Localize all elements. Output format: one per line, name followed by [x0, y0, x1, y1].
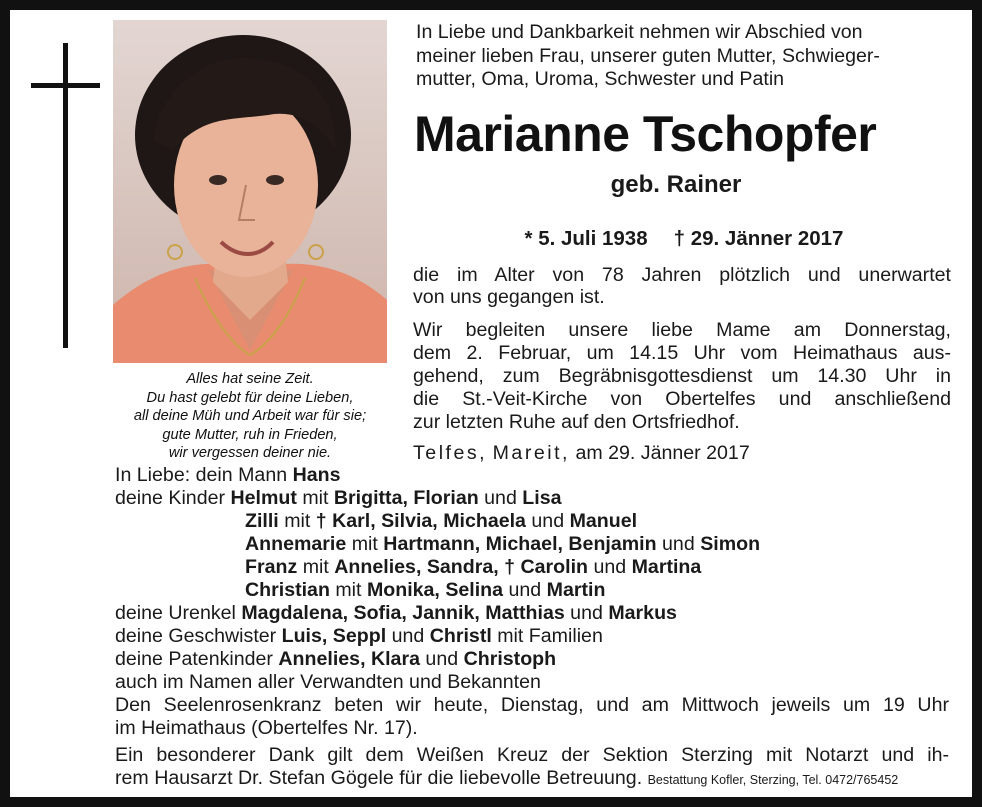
- poem: [105, 370, 395, 463]
- funeral-line: gehend, zum Begräbnisgottesdienst um 14.30 Uhr in: [413, 365, 951, 387]
- intro-line: meiner lieben Frau, unserer guten Mutter, Schwieger-: [416, 44, 880, 67]
- maiden-name: geb. Rainer: [610, 171, 742, 198]
- thanks-line: [115, 767, 949, 792]
- intro-text: [416, 21, 956, 92]
- rosary-line: Den Seelenrosenkranz beten wir heute, Dienstag, und am Mittwoch jeweils um 19 Uhr: [115, 694, 949, 716]
- poem-line: wir vergessen deiner nie.: [168, 445, 332, 461]
- notice-date: am 29. Jänner 2017: [575, 442, 750, 464]
- family-husband: In Liebe: dein Mann Hans: [115, 464, 341, 486]
- age-line: die im Alter von 78 Jahren plötzlich und unerwartet: [413, 264, 951, 286]
- cross-icon: [63, 43, 68, 348]
- funeral-line: die St.-Veit-Kirche von Obertelfes und anschließend: [413, 388, 951, 410]
- funeral-line: zur letzten Ruhe auf den Ortsfriedhof.: [413, 411, 740, 433]
- thanks-line: Ein besonderer Dank gilt dem Weißen Kreuz der Sektion Sterzing mit Notarzt und ih-: [115, 744, 949, 766]
- intro-line: In Liebe und Dankbarkeit nehmen wir Abschied von: [416, 21, 863, 43]
- funeral-line: Wir begleiten unsere liebe Mame am Donnerstag,: [413, 319, 951, 341]
- poem-line: all deine Müh und Arbeit war für sie;: [133, 408, 367, 424]
- funeral-home-credit: Bestattung Kofler, Sterzing, Tel. 0472/765452: [647, 773, 899, 787]
- deceased-name: Marianne Tschopfer: [414, 106, 877, 162]
- family-child-line: Annemarie mit Hartmann, Michael, Benjamin und Simon: [245, 533, 761, 555]
- place-town: Telfes,: [413, 442, 488, 464]
- place-and-date: [413, 441, 750, 465]
- poem-line: Alles hat seine Zeit.: [186, 371, 314, 387]
- family-great-grandchildren: deine Urenkel Magdalena, Sofia, Jannik, Matthias und Markus: [115, 602, 677, 624]
- funeral-line: dem 2. Februar, um 14.15 Uhr vom Heimathaus aus-: [413, 342, 951, 364]
- family-child-line: Zilli mit † Karl, Silvia, Michaela und Manuel: [245, 510, 638, 532]
- life-dates: [414, 225, 954, 253]
- poem-line: Du hast gelebt für deine Lieben,: [146, 389, 354, 406]
- thanks-text: rem Hausarzt Dr. Stefan Gögele für die liebevolle Betreuung.: [115, 767, 643, 789]
- age-line: von uns gegangen ist.: [413, 286, 605, 308]
- place-village: Mareit,: [492, 442, 570, 464]
- birth-date: * 5. Juli 1938: [524, 227, 648, 250]
- cross-icon-bar: [31, 83, 100, 88]
- family-siblings: deine Geschwister Luis, Seppl und Christl mit Familien: [115, 625, 603, 647]
- family-child-line: Christian mit Monika, Selina und Martin: [245, 579, 606, 601]
- family-relatives: auch im Namen aller Verwandten und Bekannten: [115, 671, 541, 693]
- poem-line: gute Mutter, ruh in Frieden,: [162, 426, 338, 443]
- rosary-line: im Heimathaus (Obertelfes Nr. 17).: [115, 717, 418, 739]
- death-date: † 29. Jänner 2017: [673, 227, 844, 250]
- family-child-line: Franz mit Annelies, Sandra, † Carolin und Martina: [245, 556, 702, 578]
- intro-line: mutter, Oma, Uroma, Schwester und Patin: [416, 68, 785, 90]
- family-children: deine Kinder Helmut mit Brigitta, Florian und Lisa: [115, 487, 562, 509]
- family-godchildren: deine Patenkinder Annelies, Klara und Christoph: [115, 648, 557, 670]
- portrait-photo: [113, 20, 387, 363]
